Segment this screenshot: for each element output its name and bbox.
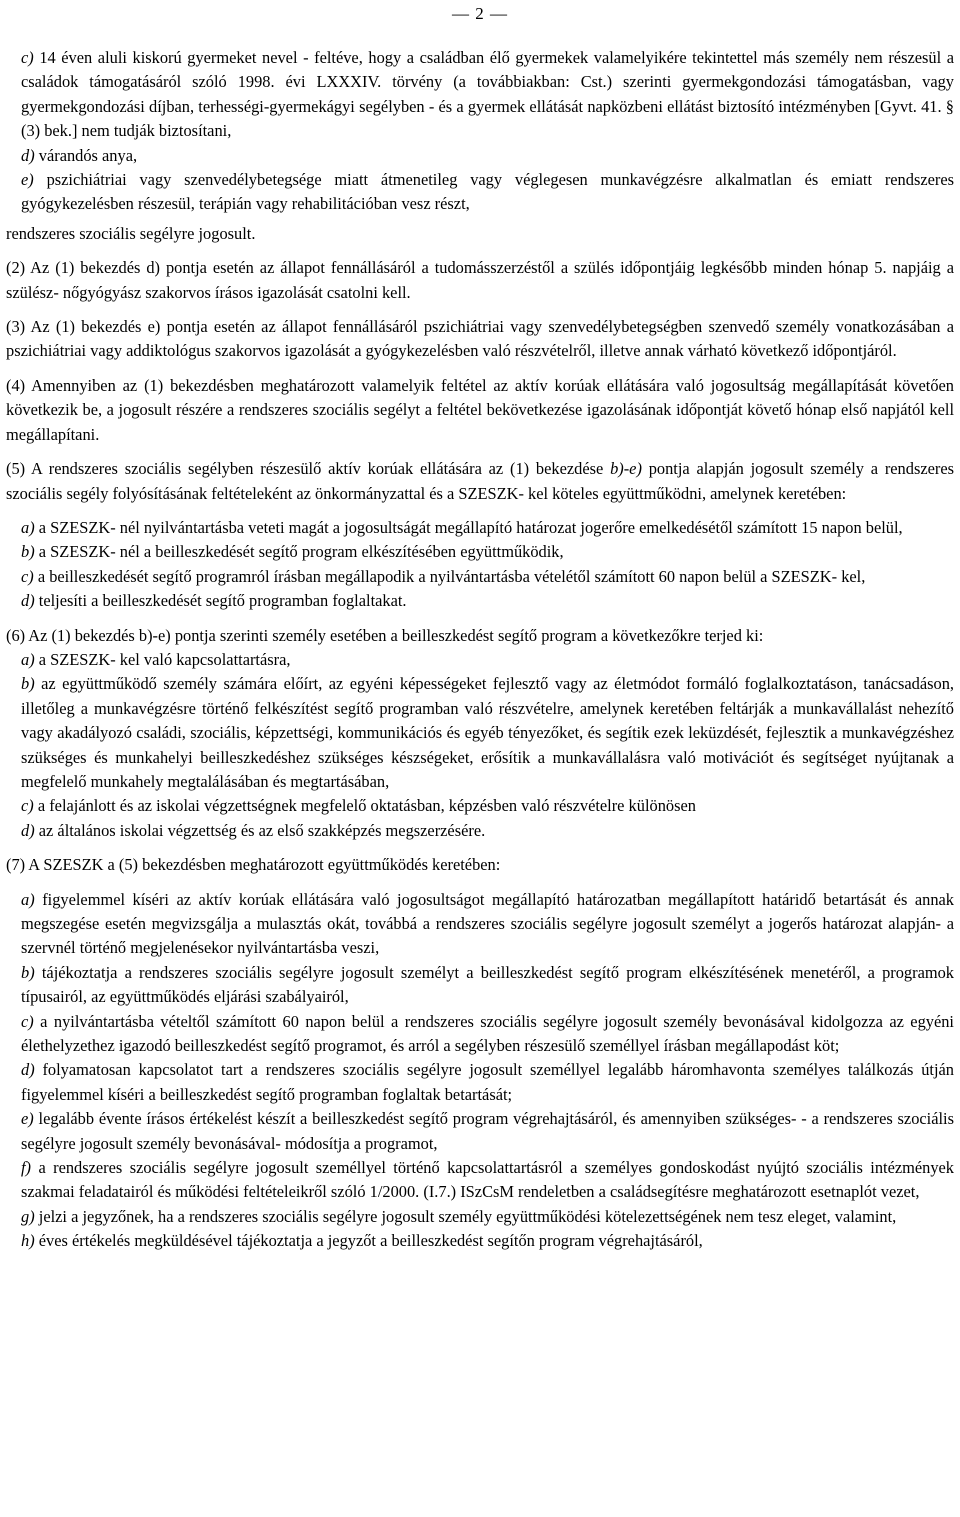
list-item [6,1156,954,1205]
item-label: d) [21,145,35,165]
item-text: pszichiátriai vagy szenvedélybetegsége miatt átmenetileg vagy véglegesen munkavégzésre alkalmatlan és emiatt rendszeres gyógykezelésben részesül, terápián vagy rehabilitációban vesz részt, [21,170,954,214]
list-item [6,168,954,217]
item-label: g) [21,1206,35,1226]
item-text: teljesíti a beilleszkedését segítő programban foglaltakat. [38,591,407,611]
item-text: a nyilvántartásba vételtől számított 60 napon belül a rendszeres szociális segélyre jogosult személy bevonásával kidolgozza az egyéni élethelyzethez igazodó beilleszkedést segítő programot, és arról a segélyben részesülő személlyel írásban megállapodást köt; [21,1011,954,1056]
item-label: d) [21,591,35,611]
item-label: c) [21,796,34,816]
item-label: d) [21,820,35,840]
item-label: c) [21,566,34,586]
list-item [6,961,954,1010]
list-item [6,794,954,818]
eligibility-list [6,46,954,217]
paragraph-5-text-after: pontja alapján jogosult személy a rendszeres szociális segély folyósításának feltételeként az önkormányzattal és a SZESZK- kel köteles együttműködni, amelynek keretében: [6,459,954,503]
entitlement-line: rendszeres szociális segélyre jogosult. [6,223,256,243]
item-text: folyamatosan kapcsolatot tart a rendszeres szociális segélyre jogosult személlyel legalább háromhavonta személyes találkozás útján figyelemmel kíséri a beilleszkedést segítő programban foglaltak betartását; [21,1060,954,1104]
item-text: a SZESZK- nél nyilvántartásba veteti magát a jogosultságát megállapító határozat jogerőre emelkedésétől számított 15 napon belül, [38,517,903,537]
list-item [6,1229,954,1253]
paragraph-5 [6,457,954,506]
item-label: a) [21,517,35,537]
item-text: az általános iskolai végzettség és az első szakképzés megszerzésére. [38,820,486,840]
paragraph-6: (6) Az (1) bekezdés b)-e) pontja szerinti személy esetében a beilleszkedést segítő program a következőkre terjed ki: [6,625,764,645]
item-label: b) [21,962,35,982]
paragraph-4: (4) Amennyiben az (1) bekezdésben meghatározott valamelyik feltétel az aktív korúak ellátására való jogosultság megállapítását követően következik be, a jogosult részére a rendszeres szociális segélyt a feltétel bekövetkezése igazolásának időpontját követő hónap első napjától kell megállapítani. [6,375,954,444]
list-item [6,672,954,794]
item-label: e) [21,170,34,190]
item-text: 14 éven aluli kiskorú gyermeket nevel - feltéve, hogy a családban élő gyermekek valamelyikére tekintettel más személy nem részesül a családok támogatásáról szóló 1998. évi LXXXIV. törvény (a továbbiakban: Cst.) szerinti gyermekgondozási támogatásban, vagy gyermekgondozási díjban, terhességi-gyermekágyi segélyben - és a gyermek ellátását napközbeni ellátást biztosító intézményben [Gyvt. 41. § (3) bek.] nem tudják biztosítani, [21,48,954,141]
item-label: e) [21,1109,34,1129]
item-label: a) [21,649,35,669]
paragraph-5-text-before: (5) A rendszeres szociális segélyben részesülő aktív korúak ellátására az (1) bekezdése [6,459,611,479]
item-label: f) [21,1158,32,1178]
list-item [6,1058,954,1107]
list-item [6,516,954,540]
list-item [6,144,954,168]
item-text: a beilleszkedését segítő programról írásban megállapodik a nyilvántartásba vételétől számított 60 napon belül a SZESZK- kel, [37,566,866,586]
list-item [6,540,954,564]
item-text: az együttműködő személy számára előírt, az egyéni képességeket fejlesztő vagy az életmódot formáló foglalkoztatáson, tanácsadáson, illetőleg a munkavégzésre történő felkészítést segítő programban való részvételre, amelynek keretében feltárják a munkavállalást nehezítő vagy akadályozó családi, szociális, képzettségi, kommunikációs és egyéb tényezőket, és segítik ezek leküzdését, fejlesztik a munkavégzéshez szükséges és munkahelyi beilleszkedéshez szükséges készségeket, erősítik a munkavállalásra való motivációt és segítséget nyújtanak a megfelelő munkahely megtalálásában és megtartásában, [21,674,954,791]
item-label: d) [21,1060,35,1080]
item-label: a) [21,889,35,909]
item-label: b) [21,542,35,562]
list-item [6,1107,954,1156]
list-item [6,1010,954,1059]
paragraph-2: (2) Az (1) bekezdés d) pontja esetén az állapot fennállásáról a tudomásszerzéstől a szülés időpontjáig legkésőbb minden hónap 5. napjáig a szülész- nőgyógyász szakorvos írásos igazolását csatolni kell. [6,258,954,302]
item-label: h) [21,1231,35,1251]
item-text: figyelemmel kíséri az aktív korúak ellátására való jogosultságot megállapító határozatban megállapított határidő betartását és annak megszegése esetén megvizsgálja a mulasztás okát, továbbá a rendszeres szociális segélyre jogosult személyt a jogerős határozat alapján- a szervnél történő megjelenésekor nyilvántartásba veszi, [21,889,954,958]
paragraph-3: (3) Az (1) bekezdés e) pontja esetén az állapot fennállásáról pszichiátriai vagy szenvedélybetegségben szenvedő személy vonatkozásában a pszichiátriai vagy addiktológus szakorvos igazolását a gyógykezelésben való részvételről, illetve annak várható következő időpontjáról. [6,317,954,361]
item-text: várandós anya, [38,145,138,165]
item-label: c) [21,1011,34,1031]
item-text: legalább évente írásos értékelést készít a beilleszkedést segítő program végrehajtásáról, és amennyiben szükséges- - a rendszeres szociális segélyre jogosult személy bevonásával- módosítja a programot, [21,1109,954,1153]
item-label: c) [21,48,34,67]
item-text: éves értékelés megküldésével tájékoztatja a jegyzőt a beilleszkedést segítőn program végrehajtásáról, [38,1231,703,1251]
list-item [6,1205,954,1229]
item-text: a rendszeres szociális segélyre jogosult személlyel történő kapcsolattartásról a személyes gondoskodást nyújtó szociális intézmények szakmai feladatairól és működési feltételeikről szóló 1/2000. (I.7.) ISzCsM rendeletben a családsegítésre meghatározott esetnaplót vezet, [21,1158,955,1202]
paragraph-5-italic-ref: b)-e) [610,459,642,479]
item-text: a felajánlott és az iskolai végzettségnek megfelelő oktatásban, képzésben való részvételre különösen [37,796,696,816]
list-item [6,648,954,672]
list-item [6,888,954,961]
list-item [6,46,954,144]
list-item [6,565,954,589]
item-text: jelzi a jegyzőnek, ha a rendszeres szociális segélyre jogosult személy együttműködési kötelezettségének nem tesz eleget, valamint, [38,1206,897,1226]
list-item [6,589,954,613]
paragraph-5-list [6,516,954,614]
list-item [6,819,954,843]
paragraph-7-list [6,888,954,1254]
item-label: b) [21,674,35,694]
item-text: tájékoztatja a rendszeres szociális segélyre jogosult személyt a beilleszkedést segítő program elkészítésének menetéről, a programok típusairól, az együttműködés eljárási szabályairól, [21,962,954,1007]
paragraph-6-list [6,648,954,843]
item-text: a SZESZK- kel való kapcsolattartásra, [38,649,291,669]
page-number: — 2 — [452,4,508,23]
item-text: a SZESZK- nél a beilleszkedését segítő program elkészítésében együttműködik, [38,542,564,562]
paragraph-7: (7) A SZESZK a (5) bekezdésben meghatározott együttműködés keretében: [6,855,501,875]
